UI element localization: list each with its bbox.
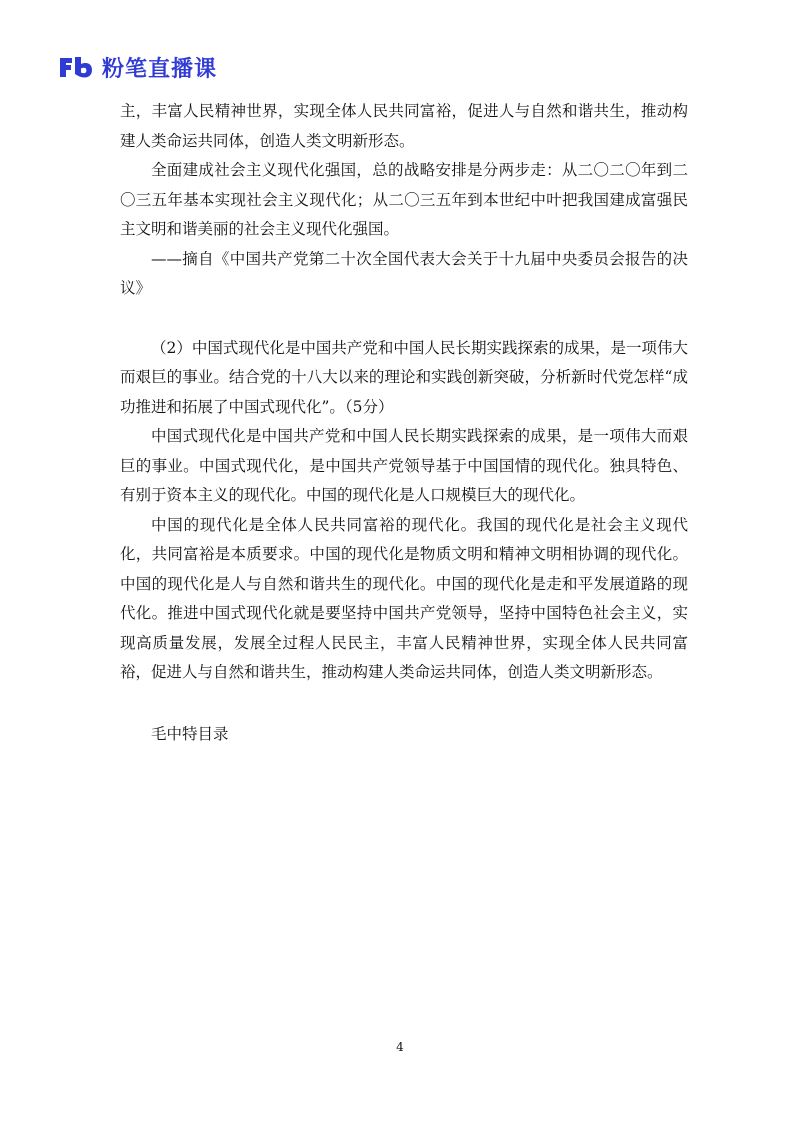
- brand-name: 粉笔直播课: [102, 56, 218, 82]
- paragraph-answer-2: 中国的现代化是全体人民共同富裕的现代化。我国的现代化是社会主义现代化，共同富裕是本质要求。中国的现代化是物质文明和精神文明相协调的现代化。中国的现代化是人与自然和谐共生的现代化。中国的现代化是走和平发展道路的现代化。推进中国式现代化就是要坚持中国共产党领导，坚持中国特色社会主义，实现高质量发展，发展全过程人民民主，丰富人民精神世界，实现全体人民共同富裕，促进人与自然和谐共生，推动构建人类命运共同体，创造人类文明新形态。: [120, 515, 688, 681]
- paragraph-strategy: 全面建成社会主义现代化强国，总的战略安排是分两步走：从二〇二〇年到二〇三五年基本实现社会主义现代化；从二〇三五年到本世纪中叶把我国建成富强民主文明和谐美丽的社会主义现代化强国。: [120, 161, 688, 238]
- paragraph-continuation: 主，丰富人民精神世界，实现全体人民共同富裕，促进人与自然和谐共生，推动构建人类命运共同体，创造人类文明新形态。: [120, 102, 688, 150]
- page-header: [58, 52, 217, 82]
- section-title-catalog: 毛中特目录: [151, 724, 229, 743]
- page-number: 4: [396, 1040, 404, 1054]
- paragraph-source-citation: ——摘自《中国共产党第二十次全国代表大会关于十九届中央委员会报告的决议》: [120, 249, 688, 297]
- document-body: [120, 97, 688, 749]
- fb-logo-icon: [58, 55, 94, 79]
- paragraph-answer-1: 中国式现代化是中国共产党和中国人民长期实践探索的成果，是一项伟大而艰巨的事业。中国式现代化，是中国共产党领导基于中国国情的现代化。独具特色、有别于资本主义的现代化。中国的现代化是人口规模巨大的现代化。: [120, 427, 688, 504]
- paragraph-question: （2）中国式现代化是中国共产党和中国人民长期实践探索的成果，是一项伟大而艰巨的事业。结合党的十八大以来的理论和实践创新突破，分析新时代党怎样“成功推进和拓展了中国式现代化”。（5分）: [120, 338, 688, 416]
